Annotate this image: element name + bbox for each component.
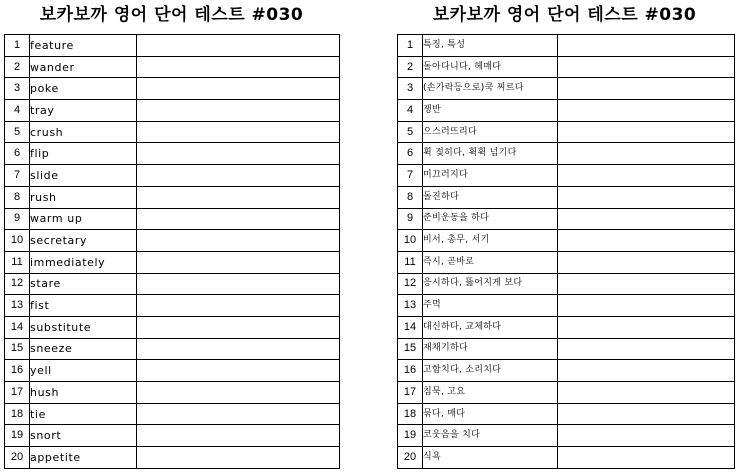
vocab-word: slide — [30, 165, 137, 187]
answer-cell[interactable] — [558, 273, 735, 295]
answer-cell[interactable] — [558, 447, 735, 469]
answer-cell[interactable] — [137, 78, 340, 100]
answer-cell[interactable] — [137, 425, 340, 447]
answer-cell[interactable] — [137, 230, 340, 252]
row-number: 20 — [5, 447, 30, 469]
row-number: 10 — [5, 230, 30, 252]
table-row — [5, 338, 340, 360]
table-row — [5, 403, 340, 425]
answer-cell[interactable] — [137, 143, 340, 165]
vocab-word: 식욕 — [423, 447, 558, 469]
vocab-word: (손가락등으로)쿡 찌르다 — [423, 78, 558, 100]
table-row — [5, 251, 340, 273]
row-number: 16 — [5, 360, 30, 382]
row-number: 9 — [5, 208, 30, 230]
answer-cell[interactable] — [137, 447, 340, 469]
vocab-word: snort — [30, 425, 137, 447]
answer-cell[interactable] — [137, 316, 340, 338]
answer-cell[interactable] — [137, 56, 340, 78]
vocab-word: 쟁반 — [423, 100, 558, 122]
table-row — [398, 230, 735, 252]
answer-cell[interactable] — [558, 295, 735, 317]
vocab-word: immediately — [30, 251, 137, 273]
vocab-word: poke — [30, 78, 137, 100]
sheet-title: 보카보까 영어 단어 테스트 #030 — [39, 5, 304, 25]
table-row — [398, 338, 735, 360]
table-row — [398, 251, 735, 273]
vocab-word: 주먹 — [423, 295, 558, 317]
table-row — [398, 208, 735, 230]
answer-cell[interactable] — [137, 403, 340, 425]
vocab-word: 돌아다니다, 헤매다 — [423, 56, 558, 78]
table-row — [5, 447, 340, 469]
row-number: 6 — [5, 143, 30, 165]
row-number: 11 — [398, 251, 423, 273]
table-row — [5, 186, 340, 208]
table-row — [5, 56, 340, 78]
vocab-word: appetite — [30, 447, 137, 469]
vocab-word: warm up — [30, 208, 137, 230]
answer-cell[interactable] — [558, 143, 735, 165]
row-number: 16 — [398, 360, 423, 382]
row-number: 3 — [5, 78, 30, 100]
table-row — [398, 121, 735, 143]
table-row — [398, 316, 735, 338]
answer-cell[interactable] — [137, 360, 340, 382]
table-row — [398, 273, 735, 295]
answer-cell[interactable] — [558, 382, 735, 404]
row-number: 3 — [398, 78, 423, 100]
answer-cell[interactable] — [558, 230, 735, 252]
vocab-word: 특징, 특성 — [423, 35, 558, 57]
table-row — [5, 100, 340, 122]
table-row — [5, 382, 340, 404]
row-number: 20 — [398, 447, 423, 469]
row-number: 5 — [398, 121, 423, 143]
vocab-word: tray — [30, 100, 137, 122]
answer-cell[interactable] — [558, 186, 735, 208]
answer-cell[interactable] — [558, 165, 735, 187]
vocab-word: substitute — [30, 316, 137, 338]
vocab-word: yell — [30, 360, 137, 382]
row-number: 11 — [5, 251, 30, 273]
vocab-word: 대신하다, 교체하다 — [423, 316, 558, 338]
vocab-word: 코웃음을 치다 — [423, 425, 558, 447]
vocab-word: rush — [30, 186, 137, 208]
answer-cell[interactable] — [137, 208, 340, 230]
row-number: 7 — [398, 165, 423, 187]
vocab-word: 침묵, 고요 — [423, 382, 558, 404]
row-number: 17 — [398, 382, 423, 404]
row-number: 1 — [398, 35, 423, 57]
table-row — [398, 295, 735, 317]
vocab-word: 미끄러지다 — [423, 165, 558, 187]
row-number: 1 — [5, 35, 30, 57]
answer-cell[interactable] — [137, 100, 340, 122]
table-row — [398, 78, 735, 100]
row-number: 13 — [5, 295, 30, 317]
row-number: 8 — [5, 186, 30, 208]
answer-cell[interactable] — [558, 35, 735, 57]
row-number: 2 — [5, 56, 30, 78]
table-row — [398, 447, 735, 469]
answer-cell[interactable] — [558, 121, 735, 143]
vocab-word: stare — [30, 273, 137, 295]
row-number: 13 — [398, 295, 423, 317]
table-row — [398, 425, 735, 447]
answer-cell[interactable] — [137, 338, 340, 360]
vocab-word: 휙 젖히다, 휙휙 넘기다 — [423, 143, 558, 165]
table-row — [398, 56, 735, 78]
answer-cell[interactable] — [137, 295, 340, 317]
table-row — [398, 165, 735, 187]
row-number: 18 — [398, 403, 423, 425]
table-row — [5, 121, 340, 143]
table-row — [5, 208, 340, 230]
answer-cell[interactable] — [558, 316, 735, 338]
table-row — [398, 403, 735, 425]
answer-cell[interactable] — [137, 121, 340, 143]
answer-cell[interactable] — [137, 35, 340, 57]
row-number: 7 — [5, 165, 30, 187]
table-row — [398, 186, 735, 208]
vocab-word: wander — [30, 56, 137, 78]
vocab-word: 으스러뜨리다 — [423, 121, 558, 143]
table-row — [398, 382, 735, 404]
table-row — [398, 360, 735, 382]
row-number: 8 — [398, 186, 423, 208]
row-number: 5 — [5, 121, 30, 143]
vocab-word: 비서, 총무, 서기 — [423, 230, 558, 252]
row-number: 19 — [398, 425, 423, 447]
table-row — [398, 35, 735, 57]
answer-cell[interactable] — [558, 251, 735, 273]
answer-cell[interactable] — [558, 403, 735, 425]
answer-cell[interactable] — [558, 208, 735, 230]
row-number: 14 — [398, 316, 423, 338]
vocab-word: 고함치다, 소리치다 — [423, 360, 558, 382]
table-row — [5, 143, 340, 165]
table-row — [5, 165, 340, 187]
table-row — [5, 360, 340, 382]
sheet-title: 보카보까 영어 단어 테스트 #030 — [432, 5, 697, 25]
answer-cell[interactable] — [558, 360, 735, 382]
vocab-word: 즉시, 곧바로 — [423, 251, 558, 273]
vocab-word: crush — [30, 121, 137, 143]
vocab-word: secretary — [30, 230, 137, 252]
vocab-word: tie — [30, 403, 137, 425]
vocab-word: flip — [30, 143, 137, 165]
row-number: 4 — [5, 100, 30, 122]
answer-cell[interactable] — [137, 273, 340, 295]
vocab-word: 준비운동을 하다 — [423, 208, 558, 230]
table-row — [398, 100, 735, 122]
row-number: 17 — [5, 382, 30, 404]
row-number: 4 — [398, 100, 423, 122]
answer-cell[interactable] — [558, 338, 735, 360]
table-row — [5, 295, 340, 317]
table-row — [5, 316, 340, 338]
vocab-table — [4, 34, 340, 469]
vocab-word: feature — [30, 35, 137, 57]
answer-cell[interactable] — [558, 425, 735, 447]
answer-cell[interactable] — [137, 251, 340, 273]
vocab-word: hush — [30, 382, 137, 404]
answer-cell[interactable] — [137, 165, 340, 187]
row-number: 10 — [398, 230, 423, 252]
row-number: 14 — [5, 316, 30, 338]
row-number: 2 — [398, 56, 423, 78]
table-row — [5, 425, 340, 447]
english-test-sheet — [4, 0, 340, 469]
row-number: 6 — [398, 143, 423, 165]
korean-test-sheet — [397, 0, 735, 469]
table-row — [5, 230, 340, 252]
answer-cell[interactable] — [137, 382, 340, 404]
vocab-word: 돌진하다 — [423, 186, 558, 208]
table-row — [5, 273, 340, 295]
row-number: 9 — [398, 208, 423, 230]
row-number: 12 — [5, 273, 30, 295]
table-row — [5, 78, 340, 100]
table-row — [398, 143, 735, 165]
answer-cell[interactable] — [558, 56, 735, 78]
answer-cell[interactable] — [558, 78, 735, 100]
row-number: 18 — [5, 403, 30, 425]
vocab-word: fist — [30, 295, 137, 317]
row-number: 15 — [5, 338, 30, 360]
answer-cell[interactable] — [137, 186, 340, 208]
vocab-word: 묶다, 매다 — [423, 403, 558, 425]
answer-cell[interactable] — [558, 100, 735, 122]
row-number: 19 — [5, 425, 30, 447]
vocab-word: 응시하다, 뚫어지게 보다 — [423, 273, 558, 295]
vocab-word: sneeze — [30, 338, 137, 360]
table-row — [5, 35, 340, 57]
row-number: 15 — [398, 338, 423, 360]
vocab-table — [397, 34, 735, 469]
vocab-word: 재채기하다 — [423, 338, 558, 360]
row-number: 12 — [398, 273, 423, 295]
